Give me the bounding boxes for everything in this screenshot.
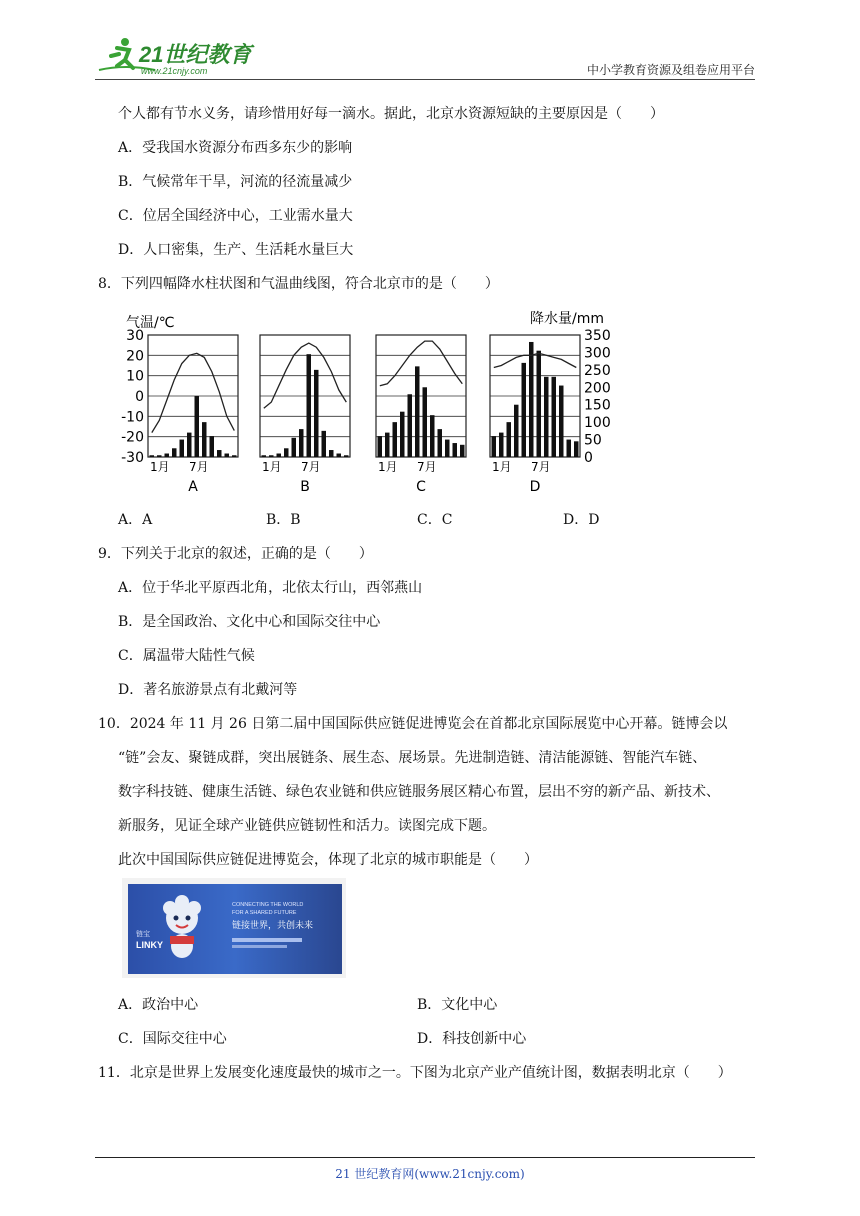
precip-bar [232,455,237,457]
climate-panel-a [148,335,238,495]
precip-bar [514,405,519,457]
precip-bar [269,455,274,457]
precip-bar [157,455,162,457]
precip-bar [574,441,579,457]
precip-bar [329,450,334,457]
q9-stem: 9．下列关于北京的叙述，正确的是（ ） [98,546,373,562]
precip-bar [423,387,428,457]
precip-axis-label: 降水量/mm [530,311,604,327]
precip-bar [202,422,207,457]
q8-option-b: B．B [266,512,301,528]
q8-option-c: C．C [417,512,453,528]
q10-stem-line-4: 新服务，见证全球产业链供应链韧性和活力。读图完成下题。 [118,818,496,834]
precip-bar [430,415,435,457]
q10-option-c: C．国际交往中心 [118,1031,227,1047]
temp-tick-label: -10 [121,409,144,426]
q8-stem: 8．下列四幅降水柱状图和气温曲线图，符合北京市的是（ ） [98,276,499,292]
precip-bar [559,386,564,457]
precip-bar [322,431,327,457]
precip-bar [415,366,420,457]
precip-bar [217,450,222,457]
temp-axis-label: 气温/℃ [126,315,175,331]
q8-option-d: D．D [563,512,600,528]
slogan-cn: 链接世界，共创未来 [232,921,314,931]
panel-name: A [188,479,198,495]
precip-bar [180,440,185,457]
precip-bar [567,440,572,457]
precip-bar [378,436,383,457]
month-label: 7月 [301,460,321,474]
temp-tick-label: 20 [126,348,144,365]
precip-bar [307,354,312,457]
panel-name: D [529,479,541,495]
site-logo [95,34,265,78]
precip-bar [150,455,155,457]
precip-bar [537,351,542,457]
mascot-name: LINKY [136,940,163,950]
q10-stem-line-2: “链”会友、聚链成群，突出展链条、展生态、展场景。先进制造链、清洁能源链、智能汽车链、 [118,750,707,766]
temp-tick-label: 30 [126,328,144,344]
month-label: 7月 [417,460,437,474]
q10-sub-stem: 此次中国国际供应链促进博览会，体现了北京的城市职能是（ ） [118,852,538,868]
precip-bar [507,422,512,457]
precip-bar [292,438,297,457]
q9-option-d: D．著名旅游景点有北戴河等 [118,682,298,698]
precip-bar [445,440,450,457]
climate-panel-b [260,335,350,495]
month-label: 1月 [150,460,170,474]
precip-bar [552,377,557,457]
logo-text: 21世纪教育 [139,42,252,67]
precip-tick-label: 350 [584,328,611,344]
slogan-en-1: CONNECTING THE WORLD [232,902,304,908]
month-label: 7月 [189,460,209,474]
precip-bar [438,429,443,457]
month-label: 1月 [492,460,512,474]
q9-option-b: B．是全国政治、文化中心和国际交往中心 [118,614,381,630]
precip-tick-label: 150 [584,397,611,414]
precip-bar [453,443,458,457]
q7-option-a: A．受我国水资源分布西多东少的影响 [118,140,353,156]
climate-panel-d [490,335,580,495]
precip-bar [385,433,390,457]
q11-stem: 11．北京是世界上发展变化速度最快的城市之一。下图为北京产业产值统计图，数据表明北京（ ） [98,1065,732,1081]
q10-stem-line-1: 10．2024 年 11 月 26 日第二届中国国际供应链促进博览会在首都北京国际展览中心开幕。链博会以 [98,716,728,732]
precip-bar [400,412,405,457]
temp-tick-label: -20 [121,429,144,446]
precip-bar [210,436,215,457]
precip-bar [492,436,497,457]
header-platform-name: 中小学教育资源及组卷应用平台 [586,63,755,77]
precip-bar [460,445,465,457]
precip-bar [393,422,398,457]
month-label: 7月 [531,460,551,474]
footer-text: 21 世纪教育网(www.21cnjy.com) [335,1167,525,1181]
header-divider [95,79,755,80]
precip-bar [187,433,192,457]
q7-stem-tail: 个人都有节水义务，请珍惜用好每一滴水。据此，北京水资源短缺的主要原因是（ ） [118,106,664,122]
q10-stem-line-3: 数字科技链、健康生活链、绿色农业链和供应链服务展区精心布置，层出不穷的新产品、新技术、 [118,784,720,800]
temp-tick-label: -30 [121,450,144,466]
footer-divider [95,1157,755,1158]
precip-bar [165,454,170,457]
month-label: 1月 [378,460,398,474]
temp-tick-label: 10 [126,368,144,385]
q7-option-c: C．位居全国经济中心，工业需水量大 [118,208,353,224]
precip-bar [529,342,534,457]
precip-bar [408,394,413,457]
precip-tick-label: 100 [584,415,611,432]
precip-bar [314,370,319,457]
q7-option-b: B．气候常年干旱，河流的径流量减少 [118,174,353,190]
panel-name: C [416,479,426,495]
precip-tick-label: 300 [584,345,611,362]
q9-option-c: C．属温带大陆性气候 [118,648,255,664]
precip-bar [499,433,504,457]
q8-option-a: A．A [118,512,153,528]
expo-logo-strip [232,945,287,948]
mascot-caption: 链宝 [136,930,150,938]
q9-option-a: A．位于华北平原西北角，北依太行山，西邻燕山 [118,580,423,596]
precip-bar [225,454,230,457]
precip-bar [522,363,527,457]
precip-bar [195,396,200,457]
precip-bar [337,454,342,457]
panel-name: B [300,479,310,495]
expo-logo-strip [232,938,302,942]
precip-tick-label: 0 [584,450,593,466]
precip-bar [299,429,304,457]
precip-tick-label: 200 [584,380,611,397]
climate-charts [118,307,618,497]
q10-option-a: A．政治中心 [118,997,199,1013]
slogan-en-2: FOR A SHARED FUTURE [232,910,297,916]
temp-tick-label: 0 [135,389,144,405]
precip-tick-label: 250 [584,362,611,379]
precip-tick-label: 50 [584,432,602,449]
climate-panel-c [376,335,466,495]
precip-bar [262,455,267,457]
expo-banner-image [122,878,346,978]
q10-option-d: D．科技创新中心 [417,1031,527,1047]
precip-bar [544,377,549,457]
q10-option-b: B．文化中心 [417,997,498,1013]
month-label: 1月 [262,460,282,474]
precip-bar [277,454,282,457]
q7-option-d: D．人口密集，生产、生活耗水量巨大 [118,242,354,258]
precip-bar [172,448,177,457]
precip-bar [344,455,349,457]
precip-bar [284,448,289,457]
logo-url: www.21cnjy.com [141,66,208,76]
